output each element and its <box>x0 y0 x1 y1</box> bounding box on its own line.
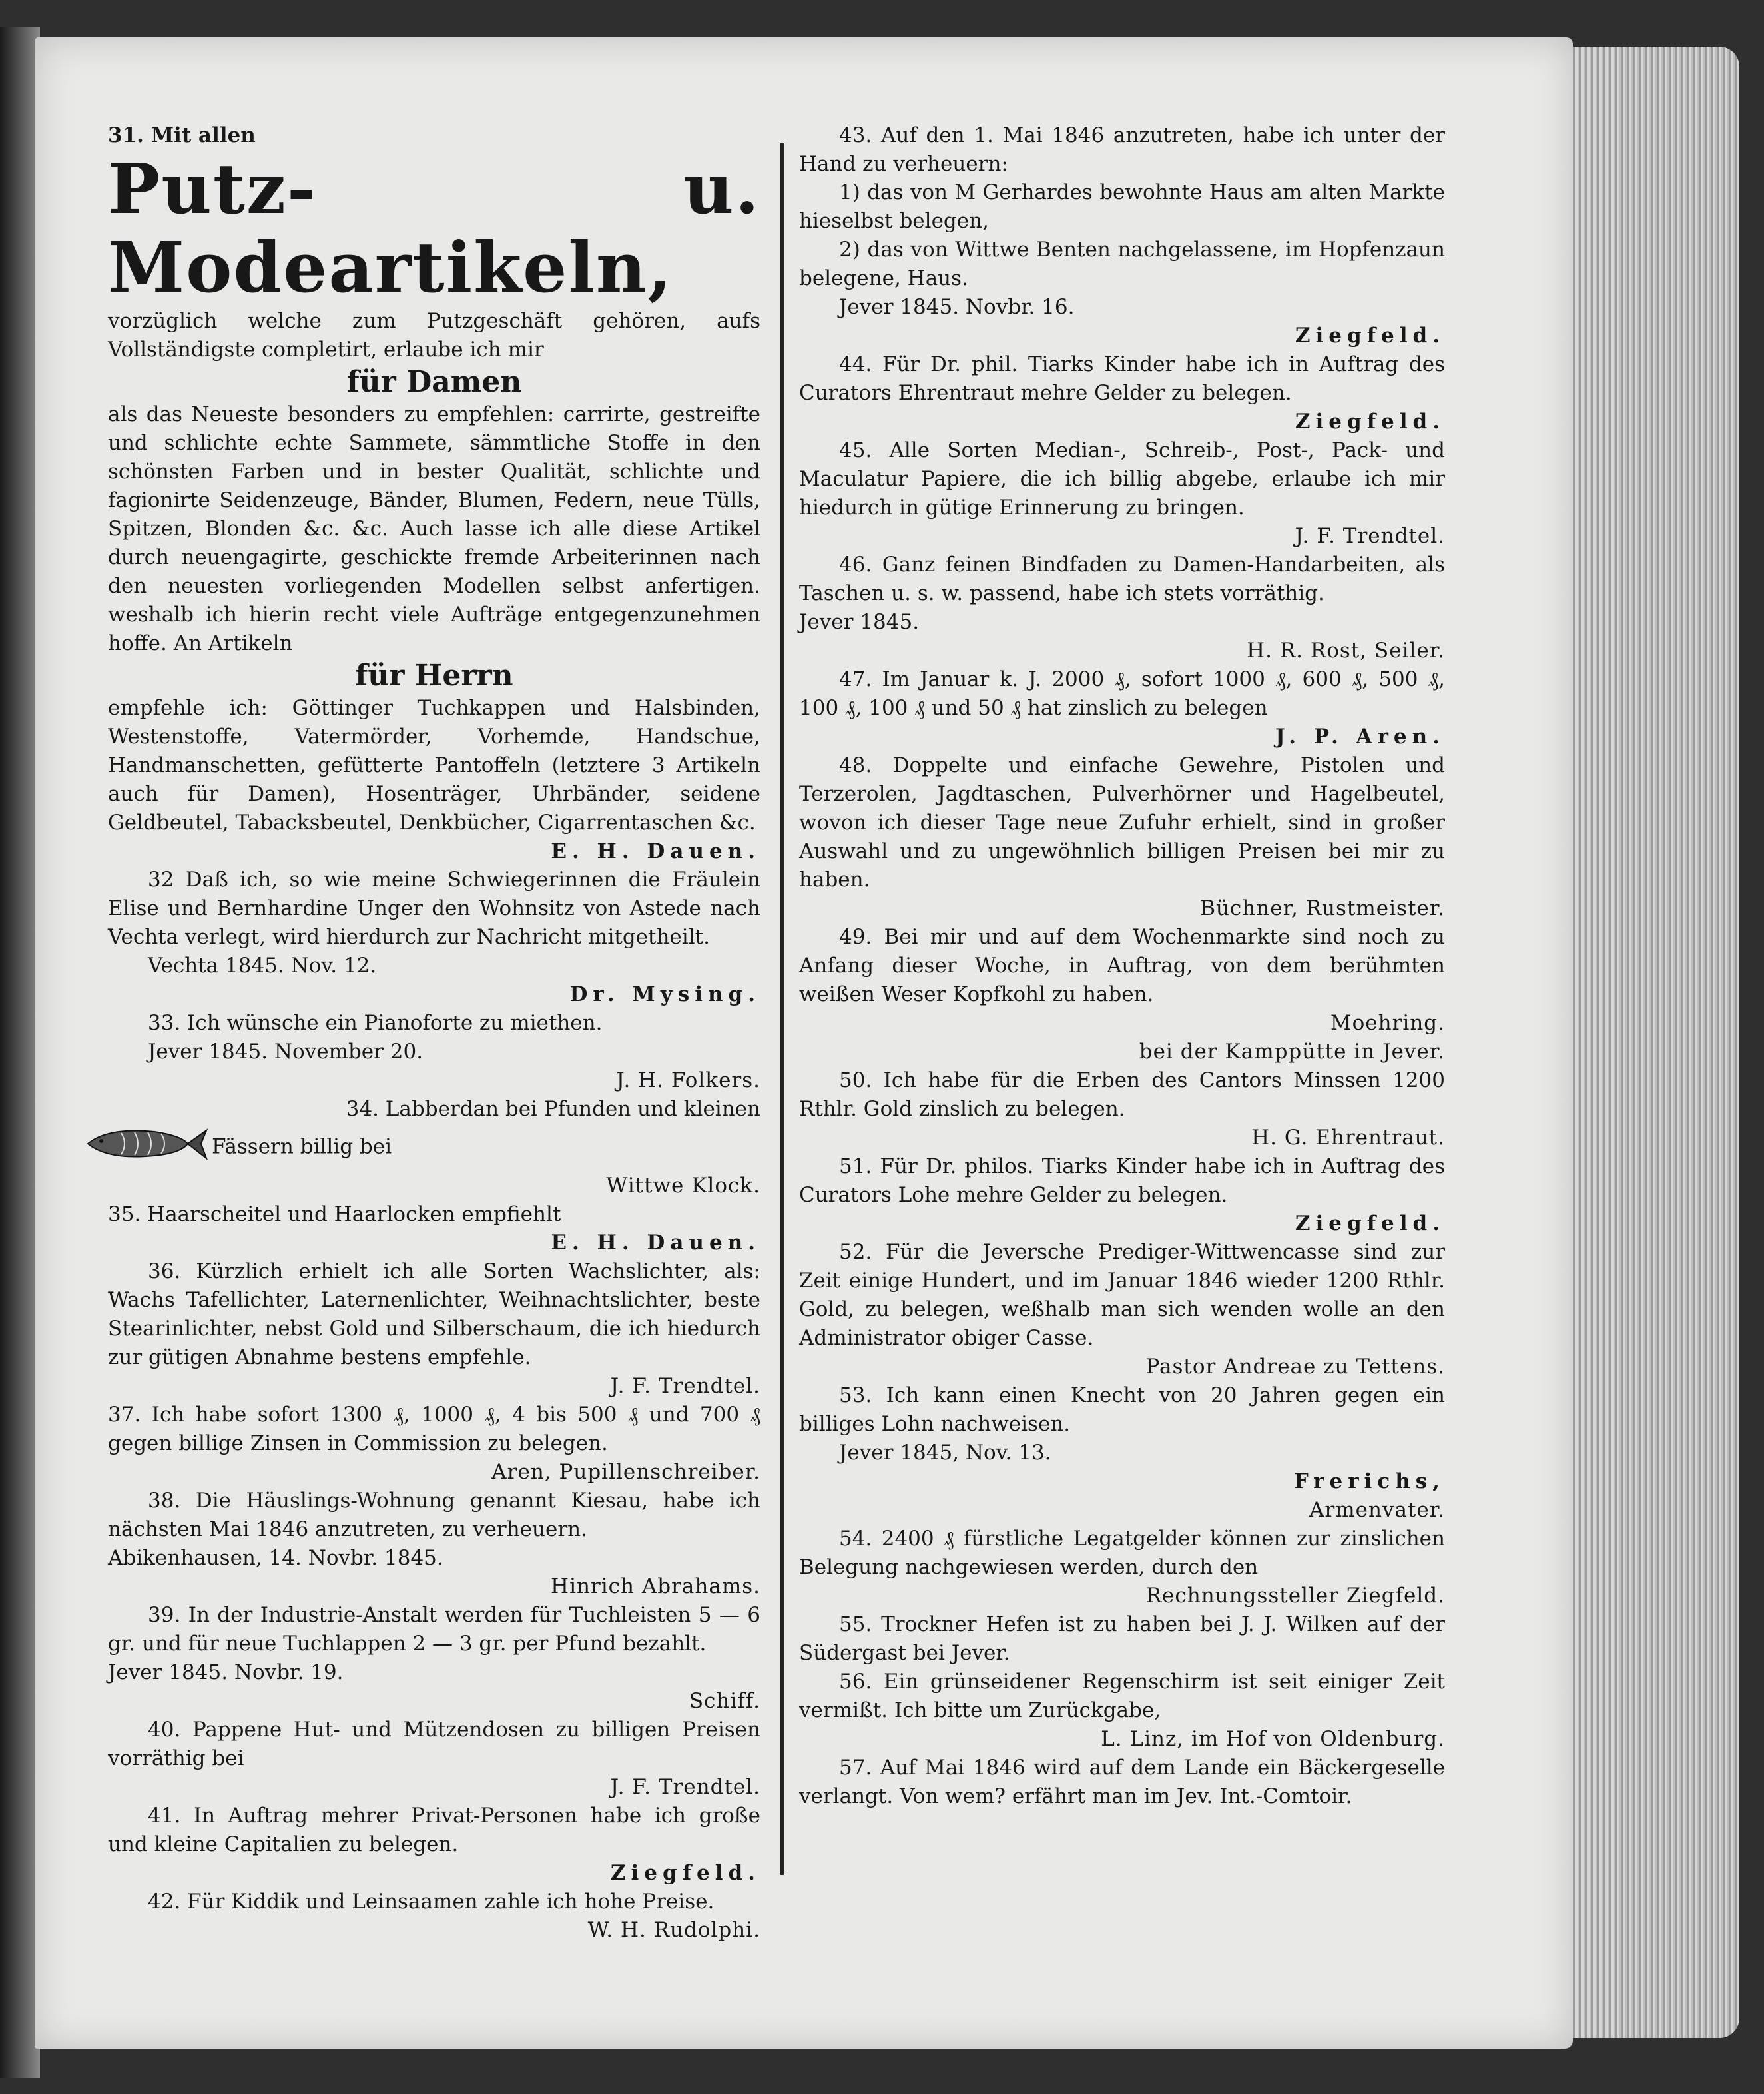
page-edges <box>1573 47 1739 2038</box>
ad-32-signature: Dr. Mysing. <box>569 982 760 1006</box>
left-column <box>108 121 760 1945</box>
ad-50 <box>799 1066 1445 1152</box>
ad-31-intro: 31. Mit allen <box>108 123 256 147</box>
ad-56-signature: L. Linz, im Hof von Oldenburg. <box>1101 1727 1445 1751</box>
ad-32-place: Vechta 1845. Nov. 12. <box>148 954 377 978</box>
ad-51 <box>799 1152 1445 1238</box>
ad-44 <box>799 350 1445 436</box>
ad-53-place: Jever 1845, Nov. 13. <box>839 1441 1051 1465</box>
right-column <box>799 121 1445 1811</box>
ad-41-text: 41. In Auftrag mehrer Privat-Personen habe ich große und kleine Capitalien zu belegen. <box>108 1804 760 1856</box>
ad-45 <box>799 436 1445 551</box>
ad-54-signature: Rechnungssteller Ziegfeld. <box>1145 1584 1445 1608</box>
ad-36-text: 36. Kürzlich erhielt ich alle Sorten Wachslichter, als: Wachs Tafellichter, Laternenlichter, Weihnachtslichter, beste Stearinlichter, nebst Gold und Silberschaum, die ich hiedurch zur gütigen Abnahme bestens empfehle. <box>108 1259 760 1369</box>
ad-43 <box>799 121 1445 350</box>
ad-47-text: 47. Im Januar k. J. 2000 ₰, sofort 1000 ₰, 600 ₰, 500 ₰, 100 ₰, 100 ₰ und 50 ₰ hat zinslich zu belegen <box>799 667 1445 720</box>
ad-42 <box>108 1888 760 1945</box>
ad-39-place: Jever 1845. Novbr. 19. <box>108 1660 344 1684</box>
ad-56 <box>799 1668 1445 1754</box>
ad-36 <box>108 1257 760 1401</box>
ad-34-signature: Wittwe Klock. <box>606 1174 760 1198</box>
ad-37 <box>108 1401 760 1487</box>
ad-56-text: 56. Ein grünseidener Regenschirm ist seit einiger Zeit vermißt. Ich bitte um Zurückgabe, <box>799 1670 1445 1722</box>
ad-52-text: 52. Für die Jeversche Prediger-Wittwencasse sind zur Zeit einige Hundert, und im Januar 1846 wieder 1200 Rthlr. Gold, zu belegen, weßhalb man sich wenden wolle an den Administrator obiger Casse. <box>799 1240 1445 1350</box>
ad-42-signature: W. H. Rudolphi. <box>587 1918 760 1942</box>
ad-39-text: 39. In der Industrie-Anstalt werden für Tuchleisten 5 — 6 gr. und für neue Tuchlappen 2 — 3 gr. per Pfund bezahlt. <box>108 1603 760 1656</box>
book-gutter-shadow <box>0 27 40 2078</box>
ad-55 <box>799 1610 1445 1668</box>
ad-57-text: 57. Auf Mai 1846 wird auf dem Lande ein Bäckergeselle verlangt. Von wem? erfährt man im Jev. Int.-Comtoir. <box>799 1756 1445 1808</box>
ad-40-signature: J. F. Trendtel. <box>610 1775 760 1799</box>
ad-53-signature: Frerichs, <box>1293 1469 1445 1493</box>
ad-38-signature: Hinrich Abrahams. <box>551 1574 760 1598</box>
ad-45-text: 45. Alle Sorten Median-, Schreib-, Post-, Pack- und Maculatur Papiere, die ich billig abgebe, erlaube ich mir hiedurch in gütige Erinnerung zu bringen. <box>799 438 1445 520</box>
ad-31-text3: empfehle ich: Göttinger Tuchkappen und Halsbinden, Westenstoffe, Vatermörder, Vorhemde, Handschue, Handmanschetten, gefütterte Pantoffeln (letztere 3 Artikeln auch für Damen), Hosenträger, Uhrbänder, seidene Geldbeutel, Tabacksbeutel, Denkbücher, Cigarrentaschen &c. <box>108 696 760 835</box>
ad-43-text: 43. Auf den 1. Mai 1846 anzutreten, habe ich unter der Hand zu verheuern: <box>799 123 1445 176</box>
ad-51-signature: Ziegfeld. <box>1295 1212 1445 1235</box>
ad-49-text: 49. Bei mir und auf dem Wochenmarkte sind noch zu Anfang dieser Woche, in Auftrag, von dem berühmten weißen Weser Kopfkohl zu haben. <box>799 925 1445 1006</box>
ad-33-signature: J. H. Folkers. <box>616 1068 760 1092</box>
ad-33 <box>108 1009 760 1095</box>
ad-42-text: 42. Für Kiddik und Leinsaamen zahle ich hohe Preise. <box>148 1890 715 1914</box>
ad-57 <box>799 1754 1445 1811</box>
ad-49-signature: Moehring. <box>1330 1011 1445 1035</box>
ad-38-text: 38. Die Häuslings-Wohnung genannt Kiesau, habe ich nächsten Mai 1846 anzutreten, zu verheuern. <box>108 1489 760 1541</box>
ad-34-text2: Fässern billig bei <box>212 1134 392 1159</box>
ad-38 <box>108 1487 760 1601</box>
ad-55-text: 55. Trockner Hefen ist zu haben bei J. J. Wilken auf der Südergast bei Jever. <box>799 1612 1445 1665</box>
ad-46-signature: H. R. Rost, Seiler. <box>1247 639 1445 663</box>
ad-43-signature: Ziegfeld. <box>1295 324 1445 348</box>
ad-31-headline: Putz- u. Modeartikeln, <box>108 148 760 308</box>
ad-47 <box>799 665 1445 751</box>
ad-39 <box>108 1601 760 1716</box>
ad-53-text: 53. Ich kann einen Knecht von 20 Jahren gegen ein billiges Lohn nachweisen. <box>799 1383 1445 1436</box>
fish-icon <box>81 1124 208 1172</box>
ad-46-place: Jever 1845. <box>799 610 920 634</box>
ad-40 <box>108 1716 760 1802</box>
ad-43-item2: 2) das von Wittwe Benten nachgelassene, im Hopfenzaun belegene, Haus. <box>799 238 1445 290</box>
ad-49-signature-2: bei der Kamppütte in Jever. <box>1139 1040 1445 1064</box>
ad-46 <box>799 551 1445 665</box>
ad-31-text2: als das Neueste besonders zu empfehlen: carrirte, gestreifte und schlichte echte Sammete, sämmtliche Stoffe in den schönsten Farben und in bester Qualität, schlichte und fagionirte Seidenzeuge, Bänder, Blumen, Federn, neue Tülls, Spitzen, Blonden &c. &c. Auch lasse ich alle diese Artikel durch neuengagirte, geschickte fremde Arbeiterinnen nach den neuesten vorliegenden Modellen selbst anfertigen. weshalb ich hierin recht viele Aufträge entgegenzunehmen hoffe. An Artikeln <box>108 402 760 655</box>
ad-35-text: 35. Haarscheitel und Haarlocken empfiehlt <box>108 1202 561 1226</box>
ad-41-signature: Ziegfeld. <box>610 1861 760 1885</box>
ad-31 <box>108 121 760 866</box>
ad-48 <box>799 751 1445 923</box>
ad-50-text: 50. Ich habe für die Erben des Cantors Minssen 1200 Rthlr. Gold zinslich zu belegen. <box>799 1068 1445 1121</box>
ad-37-text: 37. Ich habe sofort 1300 ₰, 1000 ₰, 4 bis 500 ₰ und 700 ₰ gegen billige Zinsen in Commission zu belegen. <box>108 1403 760 1455</box>
ad-40-text: 40. Pappene Hut- und Mützendosen zu billigen Preisen vorräthig bei <box>108 1718 760 1770</box>
ad-35 <box>108 1200 760 1257</box>
ad-31-sub-damen: für Damen <box>346 365 522 399</box>
ad-31-signature: E. H. Dauen. <box>551 839 760 863</box>
ad-43-item1: 1) das von M Gerhardes bewohnte Haus am alten Markte hieselbst belegen, <box>799 180 1445 233</box>
ad-47-signature: J. P. Aren. <box>1275 725 1445 749</box>
ad-33-place: Jever 1845. November 20. <box>148 1040 424 1064</box>
ad-37-signature: Aren, Pupillenschreiber. <box>491 1460 760 1484</box>
ad-48-text: 48. Doppelte und einfache Gewehre, Pistolen und Terzerolen, Jagdtaschen, Pulverhörner und Hagelbeutel, wovon ich dieser Tage neue Zufuhr erhielt, sind in großer Auswahl und zu ungewöhnlich billigen Preisen bei mir zu haben. <box>799 753 1445 892</box>
ad-39-signature: Schiff. <box>689 1689 760 1713</box>
ad-54 <box>799 1525 1445 1610</box>
ad-38-place: Abikenhausen, 14. Novbr. 1845. <box>108 1546 443 1570</box>
ad-52-signature: Pastor Andreae zu Tettens. <box>1145 1355 1445 1379</box>
ad-36-signature: J. F. Trendtel. <box>610 1374 760 1398</box>
ad-53 <box>799 1381 1445 1525</box>
ad-35-signature: E. H. Dauen. <box>551 1231 760 1255</box>
ad-34-line2 <box>108 1124 760 1172</box>
ad-44-text: 44. Für Dr. phil. Tiarks Kinder habe ich in Auftrag des Curators Ehrentraut mehre Gelder zu belegen. <box>799 352 1445 405</box>
ad-31-text1: vorzüglich welche zum Putzgeschäft gehören, aufs Vollständigste completirt, erlaube ich mir <box>108 309 760 362</box>
ad-31-sub-herrn: für Herrn <box>355 659 513 693</box>
ad-44-signature: Ziegfeld. <box>1295 410 1445 434</box>
ad-34 <box>108 1095 760 1200</box>
ad-54-text: 54. 2400 ₰ fürstliche Legatgelder können zur zinslichen Belegung nachgewiesen werden, durch den <box>799 1527 1445 1579</box>
ad-32 <box>108 866 760 1009</box>
ad-48-signature: Büchner, Rustmeister. <box>1200 896 1445 920</box>
ad-51-text: 51. Für Dr. philos. Tiarks Kinder habe ich in Auftrag des Curators Lohe mehre Gelder zu belegen. <box>799 1154 1445 1207</box>
ad-53-signature-2: Armenvater. <box>1309 1498 1445 1522</box>
ad-52 <box>799 1238 1445 1381</box>
ad-49 <box>799 923 1445 1066</box>
ad-32-text: 32 Daß ich, so wie meine Schwiegerinnen die Fräulein Elise und Bernhardine Unger den Wohnsitz von Astede nach Vechta verlegt, wird hierdurch zur Nachricht mitgetheilt. <box>108 868 760 949</box>
ad-43-place: Jever 1845. Novbr. 16. <box>839 295 1075 319</box>
ad-33-text: 33. Ich wünsche ein Pianoforte zu miethen. <box>148 1011 603 1035</box>
column-rule <box>780 143 784 1875</box>
ad-34-text1: 34. Labberdan bei Pfunden und kleinen <box>346 1097 760 1121</box>
ad-46-text: 46. Ganz feinen Bindfaden zu Damen-Handarbeiten, als Taschen u. s. w. passend, habe ich stets vorräthig. <box>799 553 1445 605</box>
ad-41 <box>108 1802 760 1888</box>
ad-50-signature: H. G. Ehrentraut. <box>1251 1126 1445 1150</box>
ad-45-signature: J. F. Trendtel. <box>1295 524 1445 548</box>
